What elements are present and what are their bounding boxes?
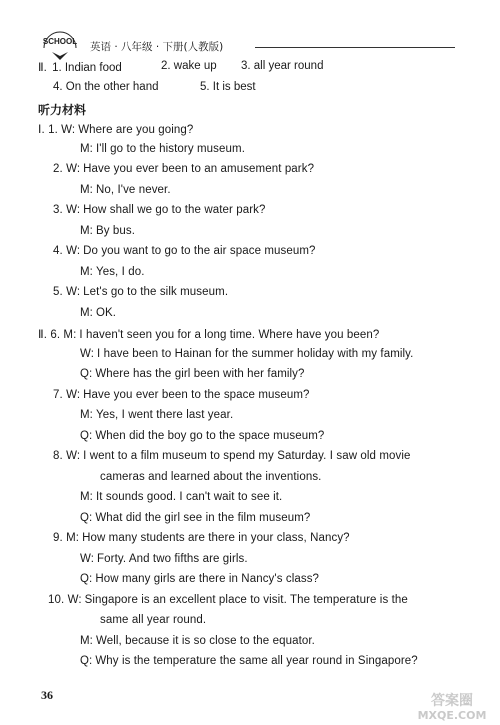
speaker-label: Ⅱ. 6. M: [38, 329, 77, 341]
transcript-line [80, 553, 248, 565]
speaker-label: M: [80, 409, 93, 421]
speaker-label: W: [80, 553, 95, 565]
page-number: 36 [41, 688, 53, 702]
transcript-text: Yes, I do. [95, 266, 145, 278]
transcript-text: When did the boy go to the space museum? [95, 430, 325, 442]
speaker-label: M: [80, 635, 93, 647]
transcript-text: By bus. [95, 225, 136, 237]
transcript-line [80, 307, 116, 319]
transcript-text: Singapore is an excellent place to visit. The temperature is the [84, 594, 408, 606]
transcript-text: I'll go to the history museum. [95, 143, 245, 155]
watermark-logo [408, 690, 496, 722]
transcript-text: OK. [95, 307, 117, 319]
answer-item: 2. wake up [161, 60, 217, 72]
transcript-line [53, 245, 316, 257]
transcript-line [80, 225, 135, 237]
transcript-line [53, 389, 310, 401]
answers-row-1 [38, 60, 324, 74]
transcript-text: cameras and learned about the inventions. [100, 471, 322, 483]
transcript-line [80, 266, 145, 278]
transcript-line [53, 204, 266, 216]
speaker-label: M: [80, 143, 93, 155]
transcript-text: It sounds good. I can't wait to see it. [95, 491, 283, 503]
svg-text:MXQE.COM: MXQE.COM [417, 709, 487, 722]
transcript-line [53, 532, 350, 544]
speaker-label: 2. W: [53, 163, 81, 175]
answer-item: 4. On the other hand [53, 81, 159, 93]
transcript-line [80, 143, 245, 155]
transcript-line [80, 348, 413, 360]
transcript-line [38, 327, 379, 341]
speaker-label: 7. W: [53, 389, 81, 401]
transcript-line [80, 409, 233, 421]
speaker-label: 10. W: [48, 594, 82, 606]
speaker-label: W: [80, 348, 95, 360]
speaker-label: Q: [80, 655, 93, 667]
transcript-text: Do you want to go to the air space museum? [83, 245, 316, 257]
transcript-text: Why is the temperature the same all year round in Singapore? [95, 655, 418, 667]
header-divider [255, 47, 455, 48]
speaker-label: M: [80, 184, 93, 196]
transcript-line [48, 594, 408, 606]
transcript-text: Forty. And two fifths are girls. [97, 553, 248, 565]
transcript-text: How shall we go to the water park? [83, 204, 266, 216]
transcript-line [53, 163, 314, 175]
speaker-label: 3. W: [53, 204, 81, 216]
answer-item: 3. all year round [241, 60, 324, 72]
transcript-line [80, 430, 324, 442]
answer-item: 5. It is best [200, 81, 256, 93]
speaker-label: 4. W: [53, 245, 81, 257]
transcript-text: I haven't seen you for a long time. Where have you been? [79, 329, 380, 341]
transcript-text: No, I've never. [95, 184, 171, 196]
speaker-label: Q: [80, 430, 93, 442]
listening-heading: 听力材料 [38, 103, 87, 117]
transcript-line [80, 368, 305, 380]
speaker-label: Q: [80, 512, 93, 524]
svg-text:SCHOOL: SCHOOL [42, 37, 78, 46]
speaker-label: M: [80, 266, 93, 278]
speaker-label: M: [80, 307, 93, 319]
transcript-text: I went to a film museum to spend my Saturday. I saw old movie [83, 450, 411, 462]
transcript-text: How many girls are there in Nancy's class? [95, 573, 320, 585]
speaker-label: M: [80, 225, 93, 237]
transcript-text: same all year round. [100, 614, 207, 626]
header-title: 英语 · 八年级 · 下册(人教版) [90, 41, 224, 53]
transcript-text: Where are you going? [78, 124, 194, 136]
transcript-line [80, 655, 418, 667]
transcript-text: Yes, I went there last year. [95, 409, 234, 421]
transcript-line [80, 573, 319, 585]
transcript-text: Well, because it is so close to the equator. [95, 635, 315, 647]
speaker-label: Q: [80, 573, 93, 585]
transcript-line [80, 635, 315, 647]
speaker-label: 5. W: [53, 286, 81, 298]
transcript-text: Have you ever been to the space museum? [83, 389, 310, 401]
answer-item: 1. Indian food [52, 62, 122, 74]
speaker-label: Q: [80, 368, 93, 380]
transcript-line [53, 286, 228, 298]
speaker-label: Ⅰ. 1. W: [38, 124, 76, 136]
transcript-line [53, 450, 411, 462]
svg-text:答案圈: 答案圈 [431, 693, 473, 709]
answers-row-2 [53, 81, 256, 93]
transcript-text: How many students are there in your class, Nancy? [82, 532, 350, 544]
section-label: Ⅱ. [38, 62, 47, 74]
transcript-line [100, 471, 321, 483]
transcript-text: Have you ever been to an amusement park? [83, 163, 315, 175]
transcript-text: Let's go to the silk museum. [83, 286, 229, 298]
speaker-label: 8. W: [53, 450, 81, 462]
transcript-line [100, 614, 206, 626]
speaker-label: 9. M: [53, 532, 80, 544]
transcript-text: I have been to Hainan for the summer holiday with my family. [97, 348, 414, 360]
transcript-text: Where has the girl been with her family? [95, 368, 305, 380]
transcript-text: What did the girl see in the film museum? [95, 512, 311, 524]
transcript-line [80, 184, 171, 196]
transcript-line [38, 122, 193, 136]
transcript-line [80, 512, 310, 524]
transcript-line [80, 491, 282, 503]
speaker-label: M: [80, 491, 93, 503]
